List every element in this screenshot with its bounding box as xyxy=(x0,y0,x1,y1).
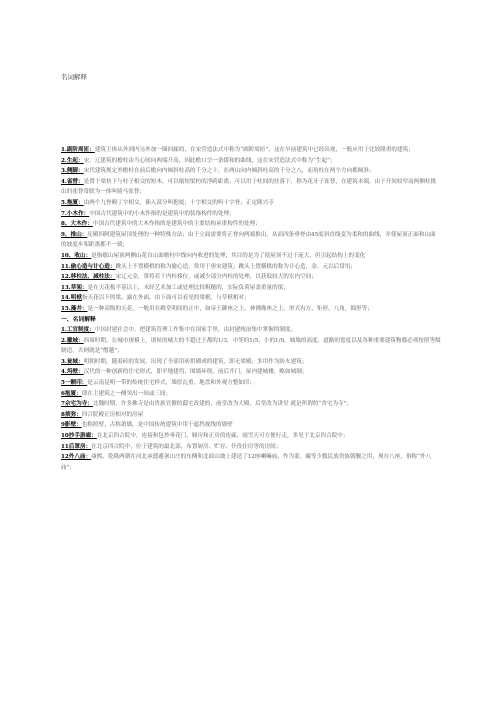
document-title: 名词解释 xyxy=(61,73,87,81)
glossary-definition: 西周时期，在城市规模上，诸侯的城大的不超过王都的1/3，中等的1/5，小的1/9，城墙的高度、道路的宽度以及各种重要建筑物都必须按照等级制造，否则就是“僭越”； xyxy=(61,337,441,355)
glossary-term: 7.小木作： xyxy=(61,210,90,217)
glossary-term: 14.明栿 xyxy=(61,295,82,302)
glossary-entry xyxy=(61,325,441,336)
glossary-definition: 中国封建社会中，把建筑管理工作集中在国家手里，由封建统治集中掌握的制度； xyxy=(94,327,297,334)
glossary-part-1 xyxy=(61,145,441,315)
glossary-term: 5.拖厦： xyxy=(61,199,84,206)
glossary-entries xyxy=(61,145,441,473)
glossary-definition: 宋、辽建筑的檐柱由当心间向两端升高，因此檐口呈一条缓和的曲线，这在宋营造法式中称为“生起”； xyxy=(83,157,336,164)
glossary-entry xyxy=(61,166,441,177)
glossary-part-2 xyxy=(61,325,441,473)
glossary-term: 9、推山： xyxy=(61,231,88,238)
glossary-entry xyxy=(61,219,441,230)
glossary-definition: 也称照壁，古称萧墙，是中国传统建筑中用于遮挡视线的墙壁 xyxy=(81,422,233,429)
glossary-term: 9影壁： xyxy=(61,422,82,429)
glossary-definition: 建筑主体从外到内另外加一圈回廊的，在宋营造法式中称为“副阶周匝”，这在早前建筑中已经出现，一般应用于比较隆重的建筑； xyxy=(94,147,414,153)
glossary-definition: 庑殿四阿建筑屋顶处理的一种特殊方法；由于立面需要将正脊向两端推出，从而四条垂脊由45度斜直线变为柔和的曲线，并使屋顶正面和山面的坡度步架距离都不一致； xyxy=(61,231,436,249)
section-heading: 一、名词解释 xyxy=(61,316,96,323)
glossary-entry xyxy=(61,198,441,209)
glossary-term: 1.工官制度： xyxy=(61,327,95,334)
glossary-term: 10、收山： xyxy=(61,252,92,259)
glossary-entry xyxy=(61,431,441,442)
glossary-definition: 明朝时期，随着砖的发展，出现了全部用砖拱砌成的建筑，即无梁殿，多用作为防火建筑； xyxy=(83,358,308,365)
glossary-term: 11后罩房： xyxy=(61,443,92,450)
glossary-term: 10抄手游廊： xyxy=(61,433,97,440)
glossary-definition: 在北京四合院中，连接和包抄垂花门、厢房和正房的连廊，雨雪天可方便行走，多见于北京四合院中； xyxy=(96,433,349,440)
glossary-definition: 是置于梁枋下与柱子相交的短木，可以缩短梁枋的净跨距离；可以用于柱间的挂落下，称为花牙子雀替，在建筑末端，由于开间较窄而两侧柱挑出的雀替常联为一体叫骑马雀替； xyxy=(61,178,437,196)
glossary-definition: 中国古代建筑中的大木作指的是建筑中的主要结构承重构件的处理； xyxy=(92,221,261,228)
glossary-definition: 是云南昆明一带的传统住宅样式，墙厚瓦重，地盘和外观方整如印； xyxy=(87,380,256,387)
glossary-entry xyxy=(61,357,441,368)
glossary-entry xyxy=(61,251,441,262)
glossary-entry xyxy=(61,145,441,156)
glossary-definition: 宋辽元金，常将若干内柱移位，或减少部分内柱的处理，以获取较大的室内空间； xyxy=(115,274,317,281)
glossary-definition: 宋代建筑规定外檐柱在前后檐向内倾斜柱高的千分之十，在两山向内倾斜柱高的千分之八，而角柱在两个方向都倾斜； xyxy=(83,168,375,175)
glossary-entry xyxy=(61,367,441,378)
glossary-entry xyxy=(61,420,441,431)
glossary-definition: 指天花以下的梁，露在外面，由下面可以看见的梁栿，与草栿相对； xyxy=(81,295,250,302)
glossary-definition: 康熙、乾隆两朝在河北承德避暑山庄的东侧和北面山坡上建造了12座喇嘛庙，作为蒙、藏等少数民族贵族朝觐之用，现存八座，俗称“外八庙”； xyxy=(61,454,432,471)
glossary-term: 4.坞壁： xyxy=(61,369,84,376)
glossary-term: 8、大木作： xyxy=(61,221,93,228)
glossary-term: 12.移柱法、减柱法： xyxy=(61,274,116,281)
glossary-term: 3.瓮城： xyxy=(61,358,84,365)
glossary-entry xyxy=(61,209,441,220)
glossary-term: 2.徽城： xyxy=(61,337,84,344)
glossary-term: 15.藻井： xyxy=(61,305,88,312)
glossary-term: 1.副阶周匝： xyxy=(61,147,95,153)
glossary-term: 11.偷心造与计心造： xyxy=(61,263,116,270)
glossary-definition: 在北京四合院中，位于建筑的最北部，布置厨房、贮存、仆役住房等的房间； xyxy=(91,443,282,450)
glossary-term: 5一颗印： xyxy=(61,380,88,387)
glossary-term: 13.草架： xyxy=(61,284,88,291)
glossary-term: 12外八庙： xyxy=(61,454,92,461)
glossary-definition: 北魏时期，许多佛寺是由贵族官僚的邸宅改建的，前堂改为大殿，后堂改为讲堂 就是所谓的“舍宅为寺”； xyxy=(92,401,353,408)
glossary-entry xyxy=(61,389,441,400)
glossary-entry xyxy=(61,378,441,389)
glossary-entry xyxy=(61,262,441,273)
glossary-definition: 是一种高级的天花，一般用在殿堂明间的正中，如帝王御座之上，神佛像座之上，形式有方，矩形，八角，圆形等； xyxy=(87,305,373,312)
glossary-entry xyxy=(61,336,441,357)
glossary-definition: 中国古代建筑中的小木作指的是建筑中的装饰构件的处理； xyxy=(89,210,235,217)
glossary-entry xyxy=(61,410,441,421)
glossary-definition: 由两个九脊殿丁字相交，插入部分叫抱厦；十字相交的叫十字脊；正定隆兴寺 xyxy=(83,199,274,206)
glossary-term: 2.生起： xyxy=(61,157,84,164)
glossary-entry xyxy=(61,156,441,167)
glossary-entry xyxy=(61,442,441,453)
glossary-entry xyxy=(61,272,441,283)
glossary-definition: 是在天花板平基以上，未经艺术加工或处理比较粗糙的，实际负荷屋盖重量的梁； xyxy=(87,284,289,291)
glossary-term: 6抱厦： xyxy=(61,390,82,397)
glossary-term: 7佘宅为寺： xyxy=(61,401,93,408)
glossary-definition: 四合院殿正房相对的房屋 xyxy=(81,411,144,418)
glossary-definition: 是指歇山屋顶两侧山花自山面檐柱中线向内收进的处理；其目的是为了使屋顶不过于庞大，但引起结构上的变化 xyxy=(91,252,366,259)
glossary-definition: 汉代的一种创新的住宅形式，即平地建坞，围墙环绕，前后开门，屋内建城楼，略如城制； xyxy=(83,369,308,376)
glossary-term: 3.侧脚： xyxy=(61,168,84,175)
glossary-entry xyxy=(61,399,441,410)
glossary-entry xyxy=(61,177,441,198)
glossary-term: 4.雀替： xyxy=(61,178,84,185)
glossary-entry xyxy=(61,293,441,304)
glossary-definition: 跳头上不置横栱的称为偷心造，常用于唐宋建筑；跳头上置横栱的称为计心造，金、元以后常用； xyxy=(115,263,357,270)
glossary-entry xyxy=(61,283,441,294)
glossary-term: 8须弥： xyxy=(61,411,82,418)
glossary-entry xyxy=(61,230,441,251)
glossary-entry xyxy=(61,304,441,315)
glossary-entry xyxy=(61,452,441,473)
glossary-definition: 即在主建筑之一侧突出一间或三间； xyxy=(81,390,172,397)
